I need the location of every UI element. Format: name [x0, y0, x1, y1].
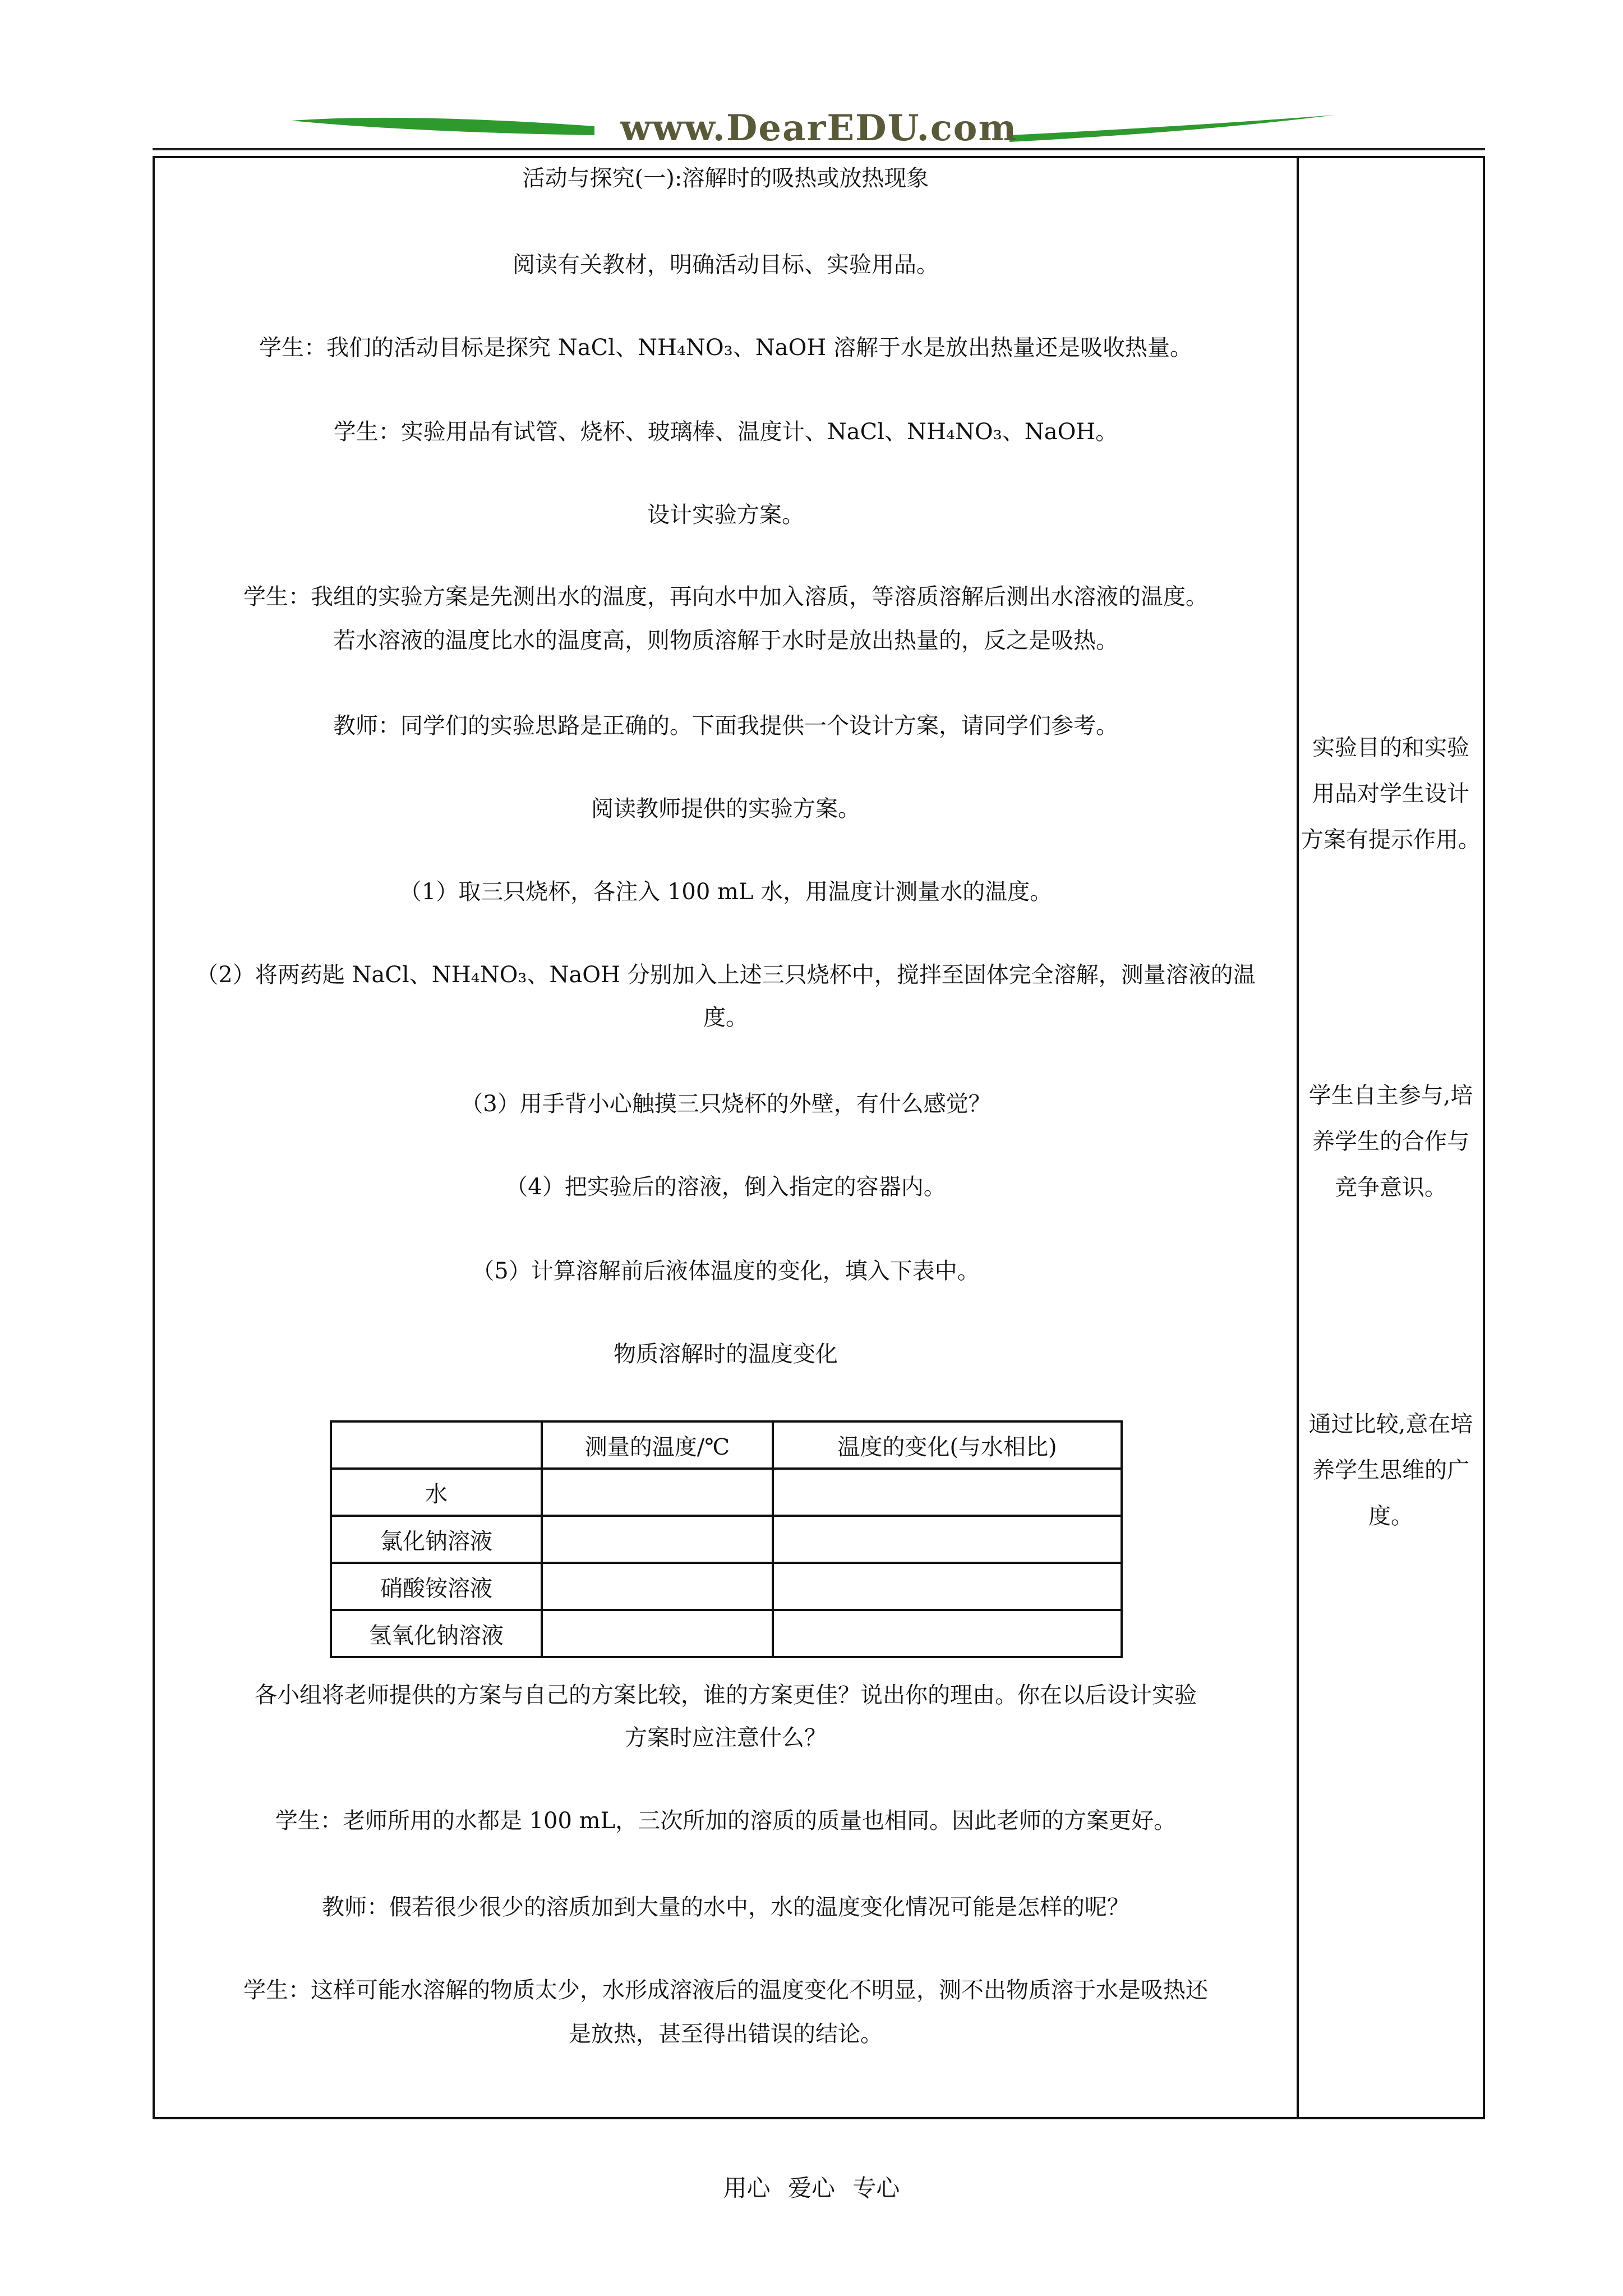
side-note-line: 学生自主参与,培: [1308, 1083, 1473, 1108]
table-caption: 物质溶解时的温度变化: [614, 1341, 838, 1367]
side-note-line: 方案有提示作用。: [1301, 827, 1481, 853]
table-cell: 水: [331, 1469, 542, 1516]
text-line: （5）计算溶解前后液体温度的变化，填入下表中。: [472, 1258, 980, 1284]
site-logo[interactable]: www.DearEDU.com: [620, 107, 1018, 149]
text-line: 学生：实验用品有试管、烧杯、玻璃棒、温度计、NaCl、NH₄NO₃、NaOH。: [333, 419, 1118, 445]
table-cell: 硝酸铵溶液: [331, 1563, 542, 1610]
table-row: [331, 1563, 1122, 1610]
text-line: 学生：这样可能水溶解的物质太少，水形成溶液后的温度变化不明显，测不出物质溶于水是吸热还: [243, 1977, 1208, 2003]
table-cell: 氯化钠溶液: [331, 1516, 542, 1563]
table-cell[interactable]: [773, 1469, 1122, 1516]
side-note-comparison: [1299, 1401, 1483, 1539]
table-header-cell: 测量的温度/℃: [542, 1421, 773, 1469]
side-note-line: 通过比较,意在培: [1308, 1411, 1473, 1437]
table-cell[interactable]: [542, 1610, 773, 1657]
text-line: （1）取三只烧杯，各注入 100 mL 水，用温度计测量水的温度。: [399, 879, 1053, 905]
side-note-line: 养学生的合作与: [1312, 1129, 1469, 1154]
text-line: 学生：老师所用的水都是 100 mL，三次所加的溶质的质量也相同。因此老师的方案更好。: [275, 1808, 1177, 1834]
side-note-participation: [1299, 1073, 1483, 1211]
table-row: [331, 1610, 1122, 1657]
temperature-table: [330, 1420, 1123, 1658]
text-line: 度。: [703, 1005, 748, 1030]
site-header: [292, 109, 1335, 160]
table-cell[interactable]: [773, 1563, 1122, 1610]
table-cell[interactable]: [773, 1610, 1122, 1657]
side-note-line: 养学生思维的广: [1312, 1457, 1469, 1483]
activity-title: 活动与探究(一):溶解时的吸热或放热现象: [522, 165, 929, 191]
table-row: [331, 1469, 1122, 1516]
text-line: 教师：同学们的实验思路是正确的。下面我提供一个设计方案，请同学们参考。: [333, 713, 1118, 739]
text-line: 若水溶液的温度比水的温度高，则物质溶解于水时是放出热量的，反之是吸热。: [333, 628, 1118, 654]
text-line: 各小组将老师提供的方案与自己的方案比较，谁的方案更佳？说出你的理由。你在以后设计实验: [255, 1682, 1197, 1708]
table-cell[interactable]: [542, 1516, 773, 1563]
table-cell[interactable]: [542, 1469, 773, 1516]
table-cell[interactable]: [542, 1563, 773, 1610]
text-line: （4）把实验后的溶液，倒入指定的容器内。: [505, 1174, 946, 1200]
table-header-cell: 温度的变化(与水相比): [773, 1421, 1122, 1469]
text-line: （2）将两药匙 NaCl、NH₄NO₃、NaOH 分别加入上述三只烧杯中，搅拌至固体完全溶解，测量溶液的温: [196, 962, 1256, 988]
side-note-line: 实验目的和实验: [1312, 735, 1469, 761]
page-footer: 用心 爱心 专心: [723, 2174, 900, 2202]
text-line: （3）用手背小心触摸三只烧杯的外壁，有什么感觉？: [460, 1091, 991, 1117]
side-note-line: 用品对学生设计: [1312, 781, 1469, 807]
text-line: 是放热，甚至得出错误的结论。: [569, 2021, 883, 2047]
text-line: 教师：假若很少很少的溶质加到大量的水中，水的温度变化情况可能是怎样的呢？: [322, 1894, 1129, 1920]
header-rule: [153, 148, 1485, 150]
text-line: 阅读教师提供的实验方案。: [591, 796, 860, 822]
text-line: 方案时应注意什么？: [625, 1725, 827, 1751]
table-cell: 氢氧化钠溶液: [331, 1610, 542, 1657]
text-line: 学生：我组的实验方案是先测出水的温度，再向水中加入溶质，等溶质溶解后测出水溶液的温度。: [243, 584, 1208, 610]
side-note-purpose: [1299, 725, 1483, 863]
table-cell[interactable]: [773, 1516, 1122, 1563]
text-line: 学生：我们的活动目标是探究 NaCl、NH₄NO₃、NaOH 溶解于水是放出热量还是吸收热量。: [259, 335, 1192, 361]
table-header-cell: [331, 1421, 542, 1469]
table-header-row: [331, 1421, 1122, 1469]
text-line: 阅读有关教材，明确活动目标、实验用品。: [513, 252, 939, 278]
side-note-line: 度。: [1368, 1503, 1413, 1529]
table-row: [331, 1516, 1122, 1563]
side-note-line: 竞争意识。: [1335, 1175, 1447, 1200]
text-line: 设计实验方案。: [647, 502, 804, 528]
